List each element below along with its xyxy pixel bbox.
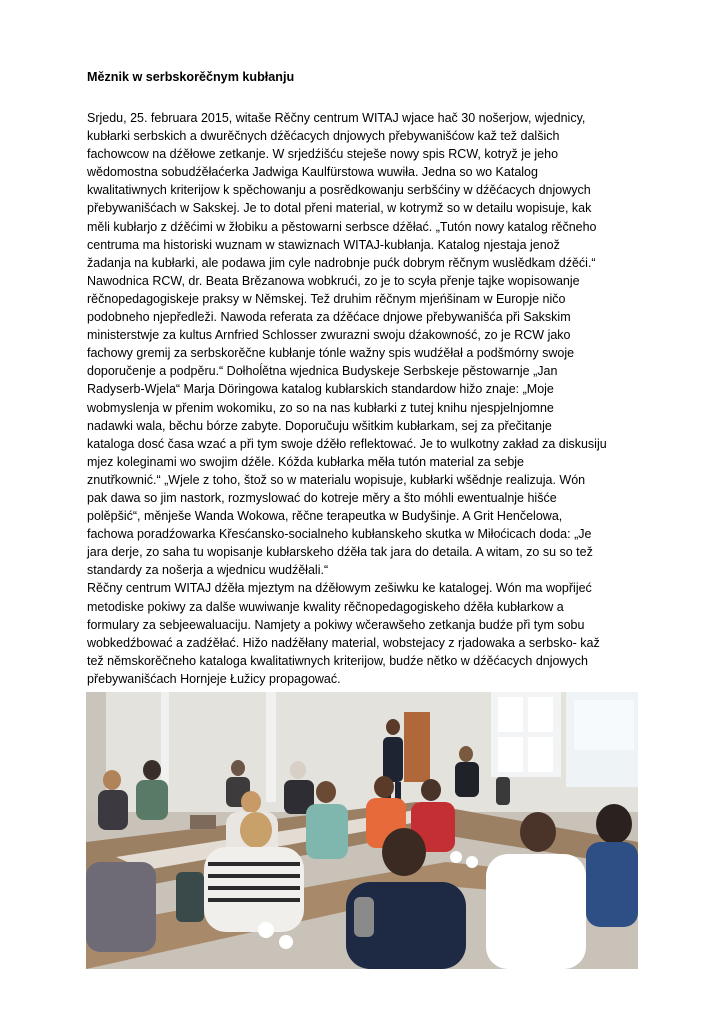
body-line: žadanja na kubłarki, ale podawa jim cyle nadrobnje pućk dobrym rěčnym wuslědkam dźěći.“: [87, 255, 596, 270]
body-line: měli kubłarjo z dźěćimi w žłobiku a pěstowarni serbsce dźěłać. „Tutón nowy katalog rěčneho: [87, 219, 597, 234]
body-line: fachowy gremij za serbskorěčne kubłanje tónle wažny spis wudźěłał a podšmórny swoje: [87, 346, 575, 361]
body-line: Nawodnica RCW, dr. Beata Brězanowa wobkrući, zo je to scyła přenje tajke wopisowanje: [87, 273, 580, 288]
body-line: centruma ma historiski wuznam w stawiznach WITAJ-kubłanja. Katalog njestaja jenož: [87, 237, 560, 252]
body-line: fachowcow na dźěłowe zetkanje. W srjedźišću steješe nowy spis RCW, kotryž je jeho: [87, 147, 559, 162]
document-title: Měznik w serbskorěčnym kubłanju: [87, 70, 295, 84]
body-line: znutřkownić.“ „Wjele z toho, štož so w materialu wopisuje, kubłarki wšědnje realizuja. Wón: [87, 472, 586, 487]
meeting-photo: [86, 692, 638, 969]
body-line: doporučenje a podpěru.“ Dołhoĺětna wjednica Budyskeje Serbskeje pěstowarnje „Jan: [87, 364, 558, 379]
body-line: tež němskorěčneho kataloga kwalitatiwnych kriterijow, budźe nětko w dźěćacych dnjowych: [87, 653, 588, 668]
body-line: wědomostna sobudźěłaćerka Jadwiga Kaulfürstowa wuwiła. Jedna so wo Katalog: [87, 165, 538, 180]
body-line: standardy za nošerja a wjednicu wudźěłali.“: [87, 563, 329, 578]
body-line: mjez koleginami wo swojim dźěle. Kóžda kubłarka měła tutón material za sebje: [87, 454, 525, 469]
body-line: Radyserb-Wjela“ Marja Döringowa katalog kubłarskich standardow hižo znaje: „Moje: [87, 382, 554, 397]
body-line: polěpšić“, měnješe Wanda Wokowa, rěčne terapeutka w Budyšinje. A Grit Henčelowa,: [87, 509, 563, 524]
body-line: wobkedźbować a zadźěłać. Hižo nadźěłany material, wobstejacy z rjadowaka a serbsko- kaž: [87, 635, 600, 650]
body-line: přebywanišćach Hornjeje Łužicy propagować.: [87, 671, 341, 686]
body-line: Rěčny centrum WITAJ dźěła mjeztym na dźěłowym zešiwku ke katalogej. Wón ma wopřijeć: [87, 581, 592, 596]
body-line: jara derje, zo saha tu wopisanje kubłarskeho dźěła tak jara do detaila. A witam, zo su so tež: [87, 545, 593, 560]
body-line: formulary za sebjeewaluaciju. Namjety a pokiwy wčerawšeho zetkanja budźe při tym sobu: [87, 617, 585, 632]
body-line: fachowa poradźowarka Křesćansko-socialneho kubłanskeho skutka w Miłoćicach doda: „Je: [87, 527, 592, 542]
body-line: Srjedu, 25. februara 2015, witaše Rěčny centrum WITAJ wjace hač 30 nošerjow, wjednicy,: [87, 111, 586, 125]
body-line: rěčnopedagogiskeje praksy w Němskej. Tež druhim rěčnym mjeńšinam w Europje ničo: [87, 291, 566, 306]
body-line: metodiske pokiwy za dalše wuwiwanje kwality rěčnopedagogiskeho dźěła kubłarkow a: [87, 599, 564, 614]
body-line: kubłarki serbskich a dwurěčnych dźěćacych dnjowych přebywanišćow kaž tež dalšich: [87, 129, 560, 144]
body-line: přebywanišćach w Sakskej. Je to dotal přeni material, w kotrymž so w detailu wopisuje, kak: [87, 201, 592, 216]
body-line: ministerstwje za kultus Arnfried Schlosser zwurazni swoju dźakowność, zo je RCW jako: [87, 328, 571, 343]
meeting-photo-illustration: [86, 692, 638, 969]
document-body: [87, 109, 647, 688]
body-line: nadawki wala, běchu bórze zabyte. Doporučuju wšitkim kubłarkam, sej za přečitanje: [87, 418, 552, 433]
body-line: podobneho njepředleži. Nawoda referata za dźěćace dnjowe přebywanišća při Sakskim: [87, 310, 571, 325]
body-line: pak dawa so jim nastork, rozmyslować do kotreje měry a što móhli ewentualnje hišće: [87, 490, 557, 505]
body-line: kataloga dosć časa wzać a při tym swoje dźěło reflektować. Je to wulkotny zakład za diskusiju: [87, 436, 607, 451]
body-line: wobmyslenja w přenim wokomiku, zo so na nas kubłarki z tutej knihu njespjelnjomne: [87, 400, 554, 415]
body-line: kwalitatiwnych kriterijow k spěchowanju a posrědkowanju serbšćiny w dźěćacych dnjowych: [87, 183, 591, 198]
